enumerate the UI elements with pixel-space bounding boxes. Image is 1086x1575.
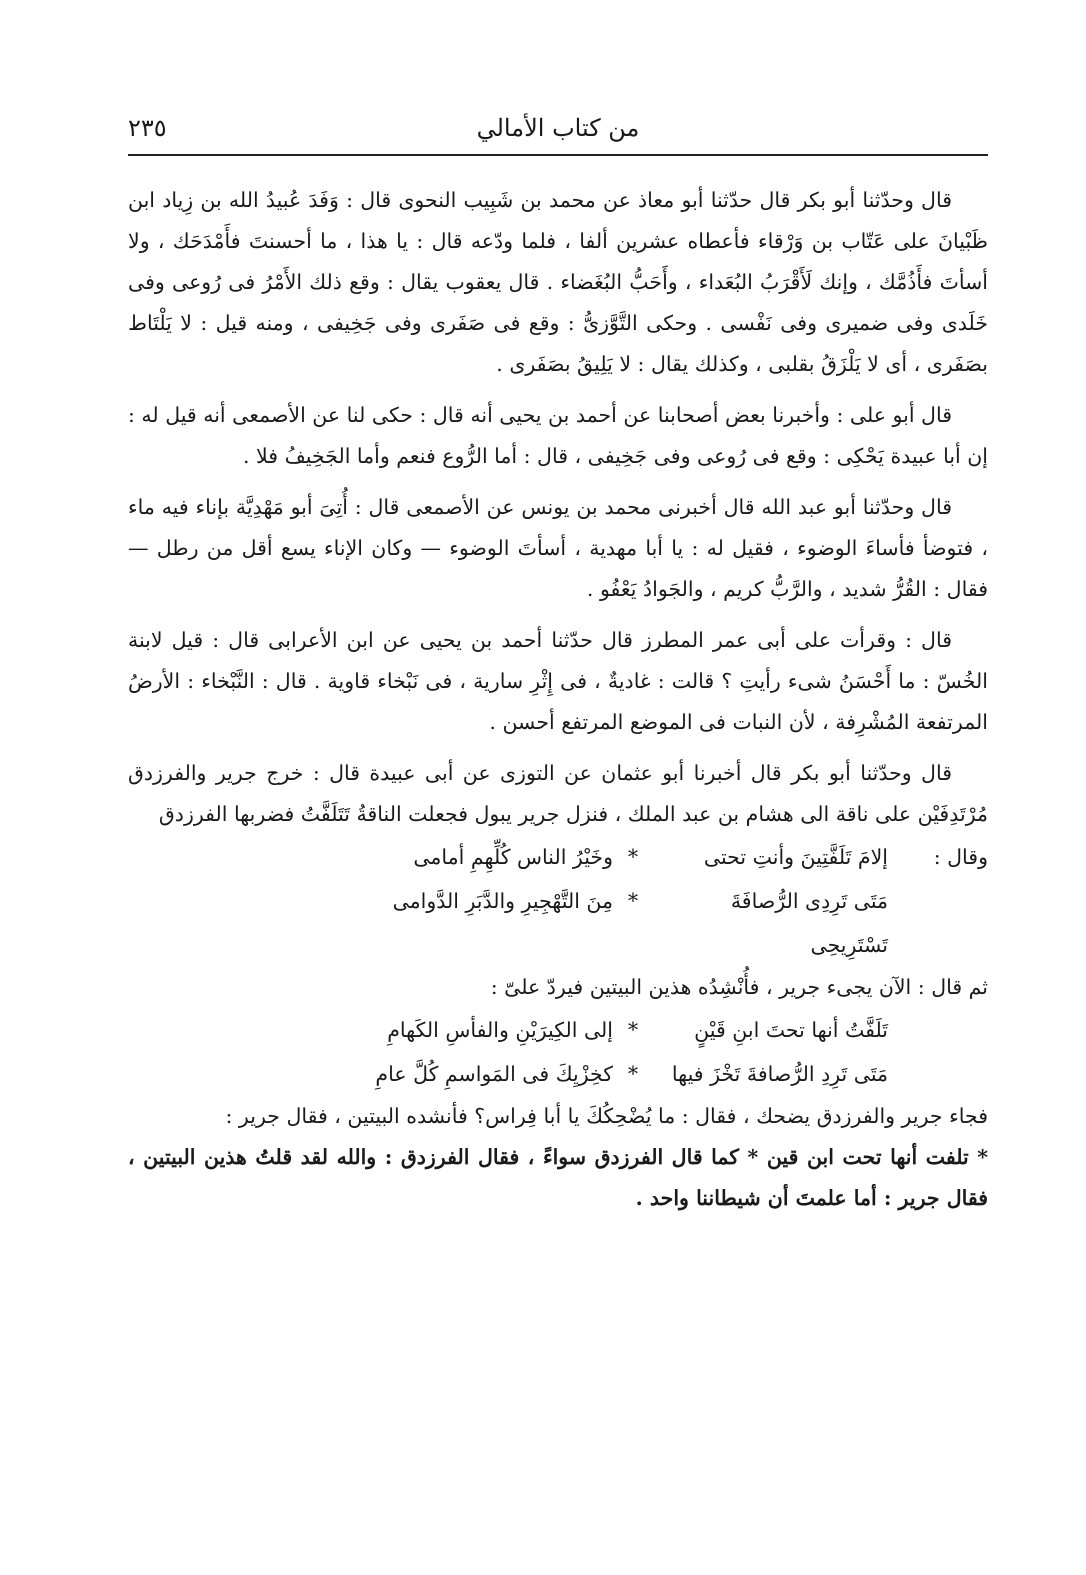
verse-4-hemistich-1: مَتَى تَرِدِ الرُّصافةَ تَخْزَ فيها — [671, 1062, 888, 1086]
paragraph-8: * تلفت أنها تحت ابن قين * كما قال الفرزدق سواءً ، فقال الفرزدق : والله لقد قلتُ هذين البيتين ، فقال جرير : أما علمتَ أن شيطاننا واحد . — [128, 1145, 988, 1210]
paragraph-4: قال : وقرأت على أبى عمر المطرز قال حدّثنا أحمد بن يحيى عن ابن الأعرابى قال : قيل لابنة الخُسّ : ما أَحْسَنُ شىء رأيتِ ؟ قالت : غاديةٌ ، فى إِثْرِ سارية ، فى نَبْخاء قاوية . قال : النَّبْخاء : الأرضُ المرتفعة المُشْرِفة ، لأن النبات فى الموضع المرتفع أحسن . — [128, 628, 988, 734]
verse-separator: * — [627, 845, 639, 869]
verse-line-1 — [128, 835, 988, 879]
paragraph-5: قال وحدّثنا أبو بكر قال أخبرنا أبو عثمان عن التوزى عن أبى عبيدة قال : خرج جرير والفرزدق مُرْتَدِفَيْن على ناقة الى هشام بن عبد الملك ، فنزل جرير يبول فجعلت الناقةُ تَتَلَفَّتُ فضربها الفرزدق — [128, 761, 988, 826]
paragraph-6: ثم قال : الآن يجىء جرير ، فأُنْشِدُه هذين البيتين فيردّ علىّ : — [490, 975, 988, 999]
verse-2-hemistich-1: مَتَى تَرِدِى الرُّصافَةَ تَسْتَرِيحِى — [730, 889, 888, 957]
verse-2-hemistich-2: مِنَ التَّهْجِيرِ والدَّبَرِ الدَّوامى — [392, 889, 613, 913]
paragraph-3: قال وحدّثنا أبو عبد الله قال أخبرنى محمد بن يونس عن الأصمعى قال : أُتِىَ أبو مَهْدِيَّة بإناء فيه ماء ، فتوضأ فأساءَ الوضوء ، فقيل له : يا أبا مهدية ، أسأتَ الوضوء — وكان الإناء يسع أقل من رطل — فقال : القُرُّ شديد ، والرَّبُّ كريم ، والجَوادُ يَعْفُو . — [128, 495, 988, 601]
verse-line-4 — [128, 1052, 988, 1096]
header-rule — [128, 154, 988, 156]
paragraph-7: فجاء جرير والفرزدق يضحك ، فقال : ما يُضْحِكُكَ يا أبا فِراس؟ فأنشده البيتين ، فقال جرير : — [225, 1104, 988, 1128]
verse-separator: * — [627, 889, 639, 913]
paragraph-1: قال وحدّثنا أبو بكر قال حدّثنا أبو معاذ عن محمد بن شَبِيب النحوى قال : وَفَدَ عُبيدُ الله بن زِياد ابن ظَبْيانَ على عَتّاب بن وَرْقاء فأعطاه عشرين ألفا ، فلما ودّعه قال : يا هذا ، ما أحسنتَ فأَمْدَحَك ، ولا أسأتَ فأَذُمَّك ، وإنك لَأَقْرَبُ البُعَداء ، وأَحَبُّ البُغَضاء . قال يعقوب يقال : وقع ذلك الأَمْرُ فى رُوعى وفى خَلَدى وفى ضميرى وفى نَفْسى . وحكى التَّوَّزىُّ : وقع فى صَفَرى وفى جَخِيفى ، ومنه قيل : لا يَلْتَاط بصَفَرى ، أى لا يَلْزَقُ بقلبى ، وكذلك يقال : لا يَلِيقُ بصَفَرى . — [128, 188, 988, 376]
book-page — [128, 0, 988, 1575]
verse-lead: وقال : — [933, 845, 988, 869]
verse-separator: * — [627, 1018, 639, 1042]
page-body — [128, 180, 988, 1229]
verse-3-hemistich-1: تَلَفَّتُ أنها تحتَ ابنِ قَيْنٍ — [694, 1018, 888, 1042]
verse-separator: * — [627, 1062, 639, 1086]
page-number: ٢٣٥ — [128, 114, 167, 142]
running-title: من كتاب الأمالي — [476, 114, 640, 142]
verse-1-hemistich-2: وخَيْرُ الناس كُلِّهِمِ أمامى — [413, 845, 613, 869]
verse-line-2 — [128, 879, 988, 967]
running-header — [128, 108, 988, 154]
verse-line-3 — [128, 1008, 988, 1052]
paragraph-2: قال أبو على : وأخبرنا بعض أصحابنا عن أحمد بن يحيى أنه قال : حكى لنا عن الأصمعى أنه قيل له : إن أبا عبيدة يَحْكِى : وقع فى رُوعى وفى جَخِيفى ، قال : أما الرُّوع فنعم وأما الجَخِيفُ فلا . — [128, 403, 988, 468]
verse-1-hemistich-1: إلامَ تَلَفَّتِينَ وأنتِ تحتى — [703, 845, 888, 869]
verse-3-hemistich-2: إلى الكِيرَيْنِ والفأسِ الكَهامِ — [387, 1018, 613, 1042]
verse-4-hemistich-2: كخِزْيِكَ فى المَواسمِ كُلَّ عامِ — [375, 1062, 613, 1086]
